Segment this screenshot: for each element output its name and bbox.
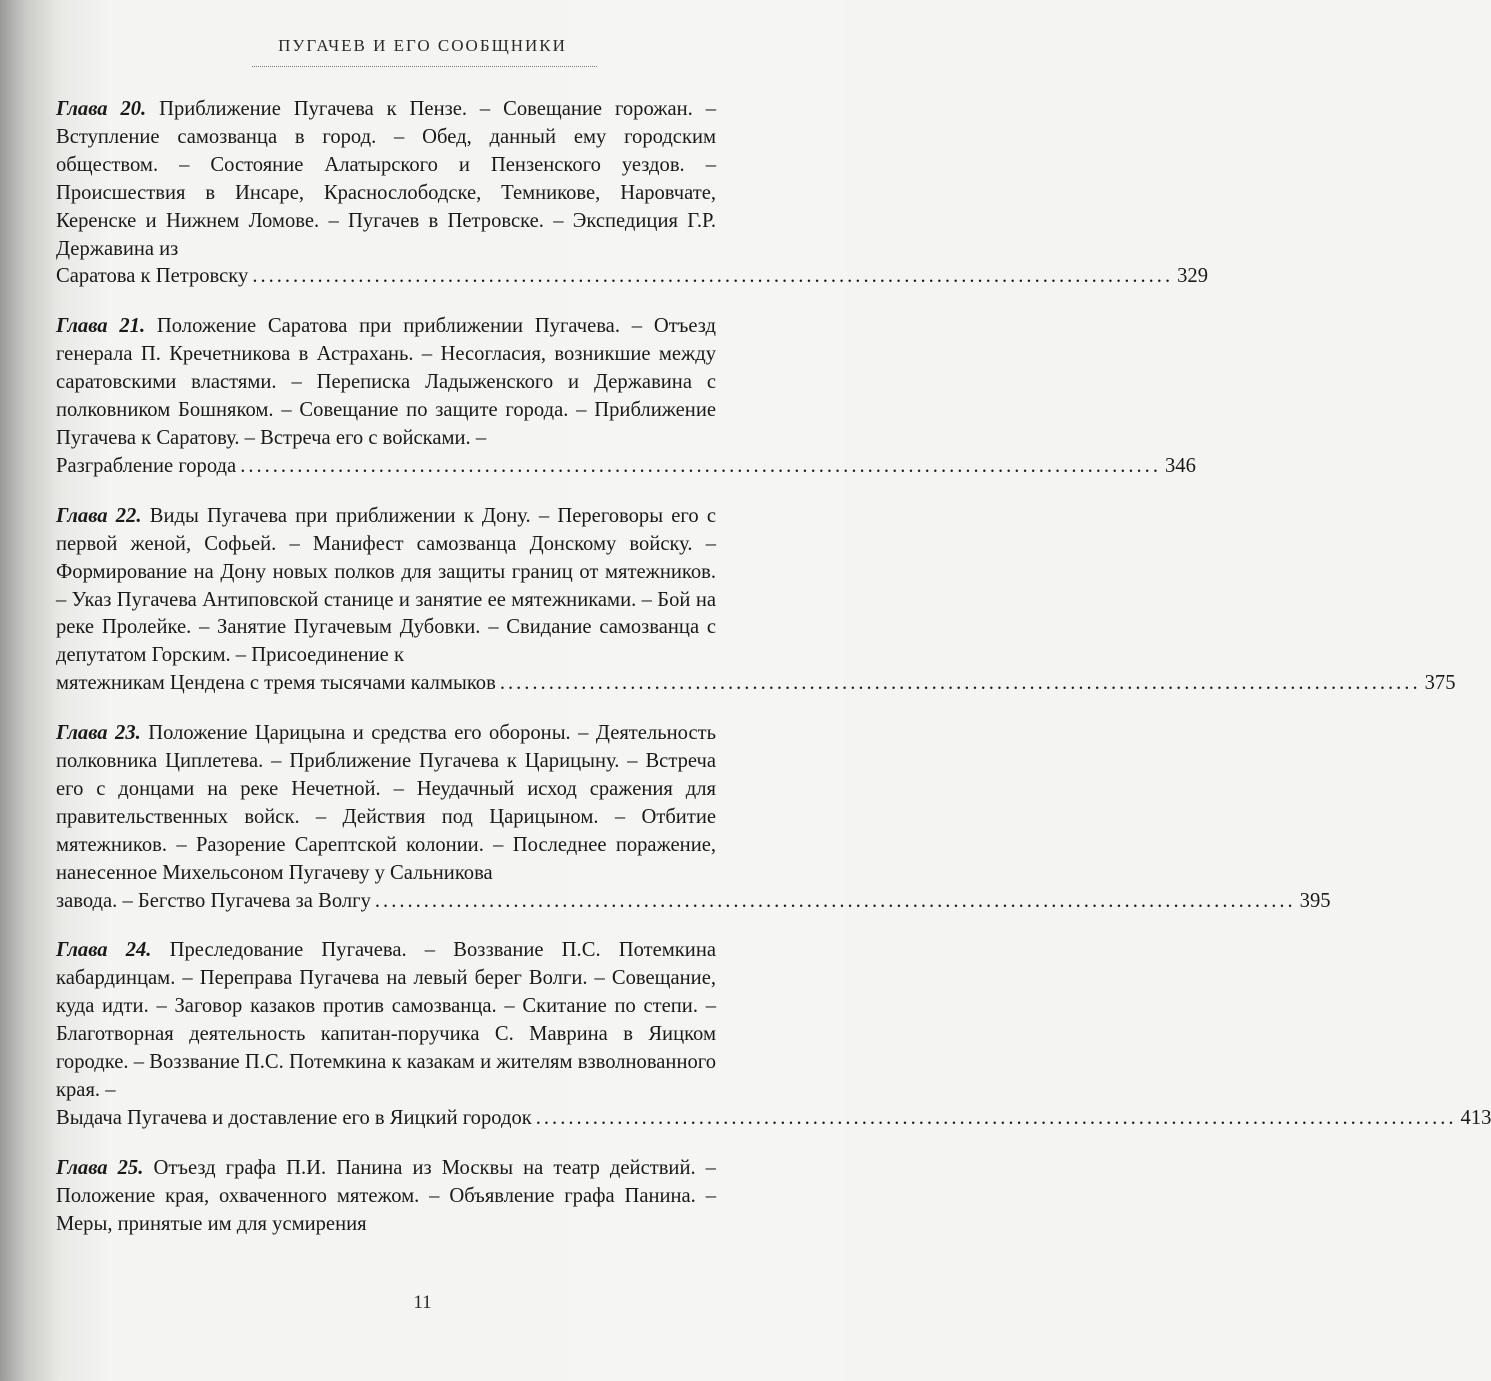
- chapter-summary-tail: Саратова к Петровску: [56, 265, 249, 288]
- toc-entry-chapter-24: [56, 937, 1491, 1132]
- chapter-summary-tail: Выдача Пугачева и доставление его в Яицкий городок: [56, 1106, 532, 1129]
- running-head: ПУГАЧЕВ И ЕГО СООБЩНИКИ: [278, 36, 567, 55]
- chapter-summary-tail: Разграбление города: [56, 454, 237, 477]
- chapter-summary: Виды Пугачева при приближении к Дону. – Переговоры его с первой женой, Софьей. – Манифест самозванца Донскому войску. – Формирование на Дону новых полков для защиты границ от мятежников. – Указ Пугачева Антиповской станице и занятие ее мятежниками. – Бой на реке Пролейке. – Занятие Пугачевым Дубовки. – Свидание самозванца с депутатом Горским. – Присоединение к: [56, 504, 716, 667]
- page-number: 375: [1424, 672, 1456, 695]
- page-number: 395: [1299, 889, 1331, 912]
- dot-leader: .................................................................................................................: [252, 265, 1174, 288]
- dot-leader: .................................................................................................................: [535, 1106, 1457, 1129]
- toc-entry-last-line: [56, 670, 1456, 698]
- toc-entry-last-line: [56, 453, 1196, 481]
- page-number: 329: [1177, 265, 1208, 288]
- toc-entry-body: [56, 503, 716, 670]
- toc-entry-body: [56, 313, 716, 453]
- toc-entry-chapter-22: [56, 503, 1456, 698]
- dot-leader: .................................................................................................................: [240, 454, 1161, 477]
- chapter-summary-tail: мятежникам Цендена с тремя тысячами калмыков: [56, 672, 496, 695]
- chapter-summary: Положение Царицына и средства его обороны. – Деятельность полковника Циплетева. – Приближение Пугачева к Царицыну. – Встреча его с донцами на реке Нечетной. – Неудачный исход сражения для правительственных войск. – Действия под Царицыном. – Отбитие мятежников. – Разорение Сарептской колонии. – Последнее поражение, нанесенное Михельсоном Пугачеву у Сальникова: [56, 722, 716, 884]
- dot-leader: .................................................................................................................: [374, 889, 1296, 912]
- chapter-summary-tail: завода. – Бегство Пугачева за Волгу: [56, 889, 371, 912]
- toc-entry-chapter-20: [56, 96, 1208, 291]
- chapter-label: Глава 24.: [56, 939, 152, 962]
- chapter-label: Глава 22.: [56, 504, 142, 527]
- toc-entry-last-line: [56, 1105, 1491, 1133]
- chapter-summary: Приближение Пугачева к Пензе. – Совещание горожан. – Вступление самозванца в город. – Обед, данный ему городским обществом. – Состояние Алатырского и Пензенского уездов. – Происшествия в Инсаре, Краснослободске, Темникове, Наровчате, Керенске и Нижнем Ломове. – Пугачев в Петровске. – Экспедиция Г.Р. Державина из: [56, 98, 716, 260]
- toc-entry-chapter-21: [56, 313, 1196, 480]
- chapter-summary: Положение Саратова при приближении Пугачева. – Отъезд генерала П. Кречетникова в Астрахань. – Несогласия, возникшие между саратовскими властями. – Переписка Ладыженского и Державина с полковником Бошняком. – Совещание по защите города. – Приближение Пугачева к Саратову. – Встреча его с войсками. –: [56, 315, 716, 449]
- table-of-contents: [56, 96, 1491, 1261]
- page-number: 413: [1460, 1106, 1491, 1129]
- page-number: 346: [1164, 454, 1196, 477]
- page-folio: 11: [413, 1292, 432, 1313]
- chapter-summary: Преследование Пугачева. – Воззвание П.С. Потемкина кабардинцам. – Переправа Пугачева на левый берег Волги. – Совещание, куда идти. – Заговор казаков против самозванца. – Скитание по степи. – Благотворная деятельность капитан-поручика С. Маврина в Яицком городке. – Воззвание П.С. Потемкина к казакам и жителям взволнованного края. –: [56, 939, 716, 1101]
- toc-entry-body: [56, 720, 716, 887]
- toc-entry-chapter-25: [56, 1155, 802, 1239]
- toc-entry-chapter-23: [56, 720, 1331, 915]
- toc-entry-last-line: [56, 888, 1331, 916]
- chapter-label: Глава 21.: [56, 315, 146, 338]
- header-rule: [252, 66, 597, 67]
- chapter-label: Глава 20.: [56, 98, 147, 120]
- toc-entry-body: [56, 937, 716, 1104]
- dot-leader: .................................................................................................................: [499, 672, 1421, 695]
- toc-entry-last-line: [56, 263, 1208, 291]
- chapter-label: Глава 23.: [56, 722, 141, 745]
- toc-entry-body: [56, 96, 716, 263]
- toc-entry-body: [56, 1155, 716, 1239]
- chapter-label: Глава 25.: [56, 1156, 144, 1179]
- chapter-summary: Отъезд графа П.И. Панина из Москвы на театр действий. – Положение края, охваченного мятежом. – Объявление графа Панина. – Меры, принятые им для усмирения: [56, 1156, 716, 1235]
